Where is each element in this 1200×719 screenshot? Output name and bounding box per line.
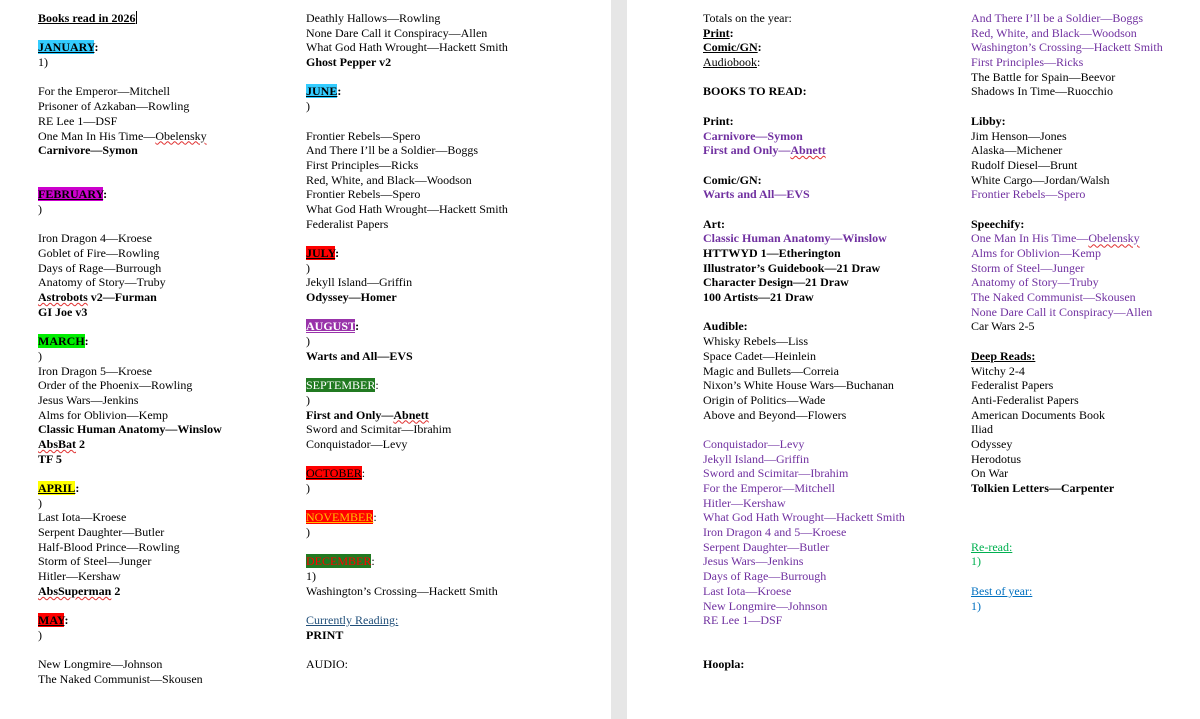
month-name: AUGUST bbox=[306, 319, 356, 334]
book-entry: AbsSuperman 2 bbox=[38, 583, 121, 598]
to-read-entry: Nixon’s White House Wars—Buchanan bbox=[703, 378, 894, 393]
book-entry: Order of the Phoenix—Rowling bbox=[38, 378, 193, 393]
book-entry: One Man In His Time—Obelensky bbox=[38, 128, 207, 143]
to-read-entry: HTTWYD 1—Etherington bbox=[703, 246, 841, 260]
book-entry: Half-Blood Prince—Rowling bbox=[38, 539, 180, 554]
to-read-entry: On War bbox=[971, 466, 1009, 481]
to-read-entry: Iliad bbox=[971, 422, 993, 437]
to-read-entry: Last Iota—Kroese bbox=[703, 583, 792, 598]
month-heading-october: OCTOBER: bbox=[306, 466, 366, 481]
to-read-entry: The Naked Communist—Skousen bbox=[971, 290, 1136, 305]
book-entry: None Dare Call it Conspiracy—Allen bbox=[306, 25, 488, 40]
book-entry: What God Hath Wrought—Hackett Smith bbox=[306, 201, 508, 216]
spelling-flagged-word: Astrobots bbox=[38, 290, 88, 305]
books-to-read-heading: BOOKS TO READ: bbox=[703, 84, 807, 99]
to-read-entry: RE Lee 1—DSF bbox=[703, 613, 783, 628]
deep-reads-label: Deep Reads: bbox=[971, 348, 1036, 363]
totals-comic-label: Comic/GN bbox=[703, 40, 758, 55]
book-entry: Days of Rage—Burrough bbox=[38, 260, 162, 275]
book-entry: Federalist Papers bbox=[306, 216, 389, 231]
to-read-entry: Character Design—21 Draw bbox=[703, 275, 849, 290]
to-read-entry: Hitler—Kershaw bbox=[703, 495, 786, 510]
reread-value: 1) bbox=[971, 554, 981, 569]
to-read-entry: Alms for Oblivion—Kemp bbox=[971, 246, 1101, 260]
book-entry: New Longmire—Johnson bbox=[38, 657, 163, 672]
to-read-entry: For the Emperor—Mitchell bbox=[703, 481, 835, 495]
spelling-flagged-word: Abnett bbox=[393, 407, 429, 422]
month-count: ) bbox=[306, 481, 310, 495]
month-count: ) bbox=[306, 392, 310, 407]
book-entry: Red, White, and Black—Woodson bbox=[306, 172, 472, 187]
book-entry: Jekyll Island—Griffin bbox=[306, 275, 413, 290]
book-entry: For the Emperor—Mitchell bbox=[38, 84, 170, 99]
book-entry: And There I’ll be a Soldier—Boggs bbox=[306, 143, 479, 158]
spelling-flagged-word: AbsBat bbox=[38, 436, 77, 451]
month-name: NOVEMBER bbox=[306, 510, 374, 525]
book-entry: AbsBat 2 bbox=[38, 436, 86, 451]
to-read-entry: The Battle for Spain—Beevor bbox=[971, 69, 1116, 84]
book-entry: Hitler—Kershaw bbox=[38, 569, 121, 584]
month-heading-august: AUGUST: bbox=[306, 319, 360, 334]
to-read-entry: Days of Rage—Burrough bbox=[703, 569, 827, 584]
spelling-flagged-word: Obelensky bbox=[1088, 231, 1140, 246]
text-cursor bbox=[136, 11, 137, 24]
book-entry: The Naked Communist—Skousen bbox=[38, 671, 203, 686]
book-entry: Washington’s Crossing—Hackett Smith bbox=[306, 583, 498, 598]
book-entry: Anatomy of Story—Truby bbox=[38, 275, 166, 290]
currently-reading-print: PRINT bbox=[306, 627, 344, 642]
to-read-entry: Tolkien Letters—Carpenter bbox=[971, 481, 1115, 495]
to-read-entry: First and Only—Abnett bbox=[703, 143, 826, 158]
month-heading-february: FEBRUARY: bbox=[38, 187, 108, 202]
month-count: ) bbox=[38, 627, 42, 642]
month-name: JULY bbox=[306, 246, 336, 260]
month-name: APRIL bbox=[38, 481, 76, 496]
book-entry: Astrobots v2—Furman bbox=[38, 290, 157, 305]
month-name: MARCH bbox=[38, 334, 85, 349]
to-read-entry: Space Cadet—Heinlein bbox=[703, 348, 816, 363]
to-read-entry: Warts and All—EVS bbox=[703, 187, 810, 202]
book-entry: Frontier Rebels—Spero bbox=[306, 187, 421, 202]
book-entry: Ghost Pepper v2 bbox=[306, 55, 392, 70]
to-read-entry: Carnivore—Symon bbox=[703, 128, 803, 143]
to-read-entry: American Documents Book bbox=[971, 407, 1105, 422]
to-read-entry: Conquistador—Levy bbox=[703, 436, 805, 451]
month-count: ) bbox=[306, 334, 310, 349]
month-heading-june: JUNE: bbox=[306, 84, 342, 99]
column-4 bbox=[971, 11, 1200, 613]
best-of-year-label: Best of year: bbox=[971, 583, 1033, 598]
month-heading-september: SEPTEMBER: bbox=[306, 378, 379, 393]
totals-comic: Comic/GN: bbox=[703, 40, 762, 55]
month-count: 1) bbox=[38, 55, 48, 70]
month-count: ) bbox=[306, 525, 310, 540]
book-entry: What God Hath Wrought—Hackett Smith bbox=[306, 40, 508, 55]
book-entry: Conquistador—Levy bbox=[306, 436, 408, 451]
month-count: ) bbox=[38, 495, 42, 510]
book-entry: First and Only—Abnett bbox=[306, 407, 429, 422]
column-1 bbox=[38, 11, 298, 687]
to-read-entry: New Longmire—Johnson bbox=[703, 598, 828, 613]
book-entry: Warts and All—EVS bbox=[306, 348, 413, 363]
to-read-entry: Witchy 2-4 bbox=[971, 363, 1025, 378]
to-read-entry: Frontier Rebels—Spero bbox=[971, 187, 1086, 202]
to-read-entry: Herodotus bbox=[971, 451, 1021, 466]
book-entry: First Principles—Ricks bbox=[306, 157, 419, 172]
totals-audiobook-label: Audiobook bbox=[703, 55, 757, 70]
spelling-flagged-word: AbsSuperman bbox=[38, 583, 112, 598]
month-heading-may: MAY: bbox=[38, 613, 69, 628]
to-read-entry: One Man In His Time—Obelensky bbox=[971, 231, 1140, 246]
totals-label: Totals on the year: bbox=[703, 11, 792, 25]
to-read-entry: Anti-Federalist Papers bbox=[971, 392, 1079, 407]
to-read-entry: Illustrator’s Guidebook—21 Draw bbox=[703, 260, 881, 275]
to-read-entry: Iron Dragon 4 and 5—Kroese bbox=[703, 525, 847, 540]
to-read-entry: Shadows In Time—Ruocchio bbox=[971, 84, 1114, 99]
month-heading-march: MARCH: bbox=[38, 334, 89, 349]
to-read-entry: Sword and Scimitar—Ibrahim bbox=[703, 466, 849, 481]
to-read-entry: Red, White, and Black—Woodson bbox=[971, 25, 1137, 40]
comic-label: Comic/GN: bbox=[703, 172, 762, 187]
totals-print-label: Print bbox=[703, 25, 730, 40]
best-of-year-value: 1) bbox=[971, 598, 981, 613]
hoopla-label: Hoopla: bbox=[703, 657, 745, 672]
month-count: ) bbox=[306, 260, 310, 275]
page-right bbox=[627, 0, 1200, 719]
book-entry: Last Iota—Kroese bbox=[38, 510, 127, 525]
month-name: MAY bbox=[38, 613, 65, 628]
to-read-entry: Rudolf Diesel—Brunt bbox=[971, 157, 1078, 172]
to-read-entry: Alaska—Michener bbox=[971, 143, 1063, 158]
to-read-entry: Storm of Steel—Junger bbox=[971, 260, 1085, 275]
totals-audiobook: Audiobook: bbox=[703, 55, 761, 70]
book-entry: Prisoner of Azkaban—Rowling bbox=[38, 99, 190, 114]
month-name: FEBRUARY bbox=[38, 187, 104, 202]
book-entry: RE Lee 1—DSF bbox=[38, 113, 118, 128]
book-entry: Iron Dragon 4—Kroese bbox=[38, 231, 152, 246]
to-read-entry: Anatomy of Story—Truby bbox=[971, 275, 1099, 290]
to-read-entry: Jim Henson—Jones bbox=[971, 128, 1067, 143]
month-count: ) bbox=[38, 348, 42, 363]
month-count: ) bbox=[38, 201, 42, 216]
to-read-entry: Federalist Papers bbox=[971, 378, 1054, 393]
to-read-entry: White Cargo—Jordan/Walsh bbox=[971, 172, 1110, 187]
to-read-entry: What God Hath Wrought—Hackett Smith bbox=[703, 510, 905, 525]
to-read-entry: Jesus Wars—Jenkins bbox=[703, 554, 804, 569]
libby-label: Libby: bbox=[971, 113, 1006, 128]
to-read-entry: First Principles—Ricks bbox=[971, 55, 1084, 70]
book-entry: Storm of Steel—Junger bbox=[38, 554, 152, 569]
to-read-entry: Origin of Politics—Wade bbox=[703, 392, 826, 407]
month-name: SEPTEMBER bbox=[306, 378, 376, 393]
month-heading-november: NOVEMBER: bbox=[306, 510, 377, 525]
to-read-entry: Car Wars 2-5 bbox=[971, 319, 1035, 334]
book-entry: Serpent Daughter—Butler bbox=[38, 525, 165, 540]
print-label: Print: bbox=[703, 113, 734, 128]
book-entry: Sword and Scimitar—Ibrahim bbox=[306, 422, 452, 437]
spelling-flagged-word: Abnett bbox=[790, 143, 826, 158]
book-entry: Carnivore—Symon bbox=[38, 143, 138, 158]
to-read-entry: Classic Human Anatomy—Winslow bbox=[703, 231, 887, 246]
book-entry: Alms for Oblivion—Kemp bbox=[38, 407, 168, 422]
book-entry: Goblet of Fire—Rowling bbox=[38, 246, 160, 261]
speechify-label: Speechify: bbox=[971, 216, 1025, 231]
month-heading-july: JULY: bbox=[306, 246, 340, 260]
totals-print: Print: bbox=[703, 25, 734, 40]
to-read-entry: Jekyll Island—Griffin bbox=[703, 451, 810, 466]
month-heading-april: APRIL: bbox=[38, 481, 80, 496]
currently-reading-label: Currently Reading: bbox=[306, 613, 399, 628]
book-entry: TF 5 bbox=[38, 451, 62, 466]
month-name: JUNE bbox=[306, 84, 338, 99]
month-count: ) bbox=[306, 99, 310, 114]
to-read-entry: Odyssey bbox=[971, 436, 1013, 451]
book-entry: Jesus Wars—Jenkins bbox=[38, 392, 139, 407]
art-label: Art: bbox=[703, 216, 725, 231]
book-entry: Classic Human Anatomy—Winslow bbox=[38, 422, 222, 437]
audible-label: Audible: bbox=[703, 319, 748, 334]
to-read-entry: Above and Beyond—Flowers bbox=[703, 407, 847, 422]
month-heading-december: DECEMBER: bbox=[306, 554, 375, 569]
to-read-entry: Washington’s Crossing—Hackett Smith bbox=[971, 40, 1163, 55]
column-2 bbox=[306, 11, 606, 672]
month-name: JANUARY bbox=[38, 40, 95, 55]
column-3 bbox=[703, 11, 963, 672]
book-entry: Iron Dragon 5—Kroese bbox=[38, 363, 152, 378]
reread-label: Re-read: bbox=[971, 539, 1013, 554]
document-title[interactable]: Books read in 2026 bbox=[38, 11, 136, 25]
spelling-flagged-word: Obelensky bbox=[155, 128, 207, 143]
to-read-entry: Magic and Bullets—Correia bbox=[703, 363, 839, 378]
book-entry: GI Joe v3 bbox=[38, 304, 88, 319]
book-entry: Frontier Rebels—Spero bbox=[306, 128, 421, 143]
to-read-entry: And There I’ll be a Soldier—Boggs bbox=[971, 11, 1144, 25]
month-count: 1) bbox=[306, 569, 316, 584]
to-read-entry: 100 Artists—21 Draw bbox=[703, 290, 814, 305]
book-entry: Deathly Hallows—Rowling bbox=[306, 11, 441, 25]
book-entry: Odyssey—Homer bbox=[306, 290, 397, 305]
month-name: DECEMBER bbox=[306, 554, 372, 569]
month-name: OCTOBER bbox=[306, 466, 362, 481]
to-read-entry: Serpent Daughter—Butler bbox=[703, 539, 830, 554]
currently-reading-audio: AUDIO: bbox=[306, 657, 348, 672]
month-heading-january: JANUARY: bbox=[38, 40, 99, 55]
to-read-entry: None Dare Call it Conspiracy—Allen bbox=[971, 304, 1153, 319]
to-read-entry: Whisky Rebels—Liss bbox=[703, 334, 808, 349]
